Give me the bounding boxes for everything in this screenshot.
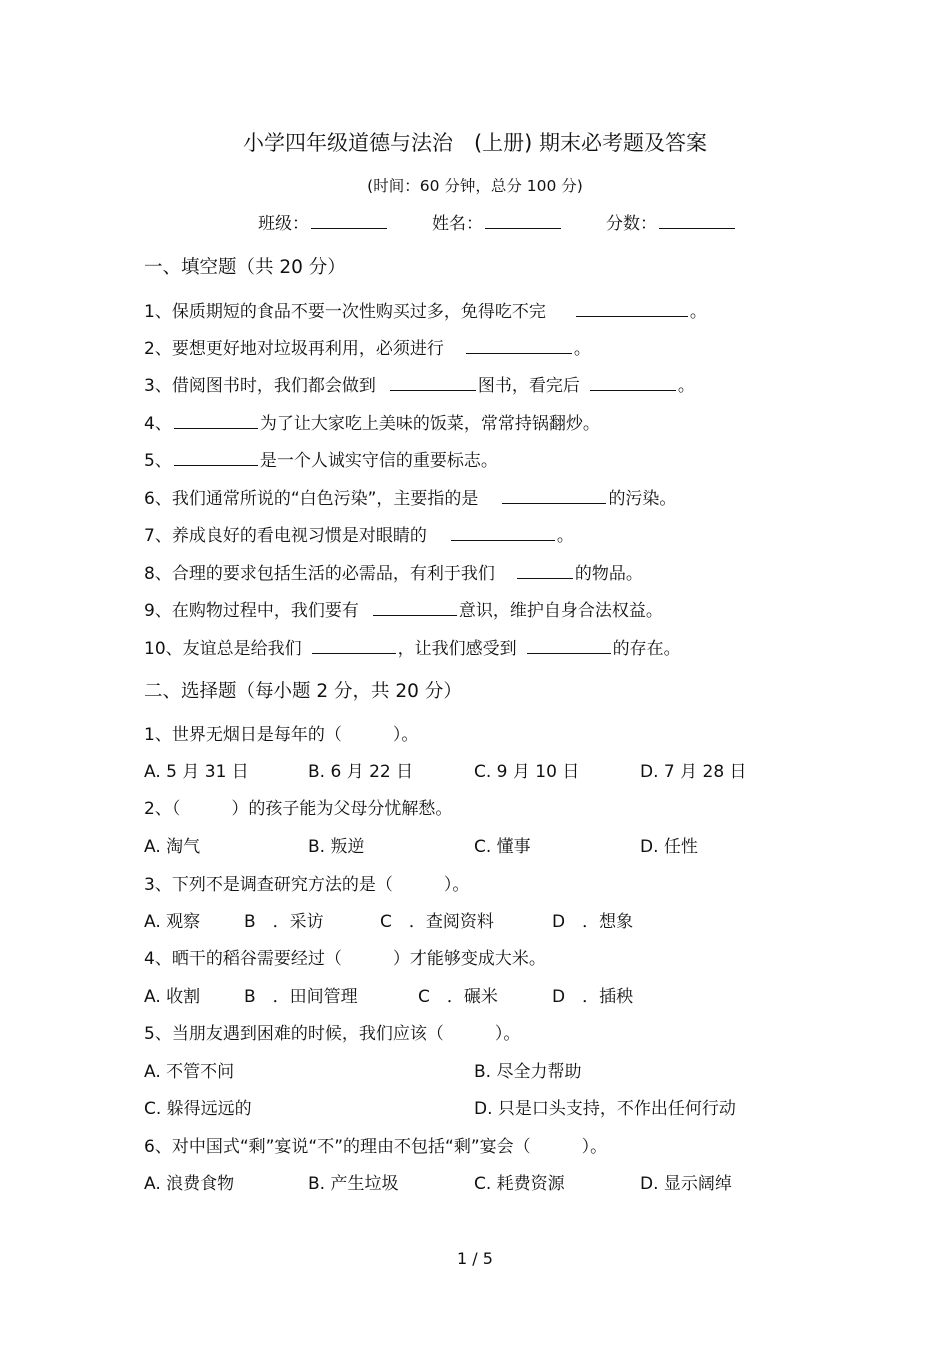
score-label: 分数： <box>606 214 657 234</box>
option-c: C ．查阅资料 <box>380 912 494 932</box>
fill-question-5: 5、 是一个人诚实守信的重要标志。 <box>144 451 498 471</box>
score-blank <box>659 212 735 229</box>
page-title: 小学四年级道德与法治 (上册) 期末必考题及答案 <box>242 131 708 155</box>
option-d: D. 任性 <box>640 837 698 857</box>
fill-question-7: 7、养成良好的看电视习惯是对眼睛的 。 <box>144 526 574 546</box>
fill-question-10: 10、友谊总是给我们 ，让我们感受到 的存在。 <box>144 639 681 659</box>
score-field <box>606 212 737 235</box>
answer-blank <box>312 637 396 654</box>
option-a: A. 淘气 <box>144 837 201 857</box>
fill-question-1: 1、保质期短的食品不要一次性购买过多，免得吃不完 。 <box>144 302 707 322</box>
fill-question-9: 9、在购物过程中，我们要有 意识，维护自身合法权益。 <box>144 601 663 621</box>
answer-blank <box>174 412 258 429</box>
answer-blank <box>373 599 457 616</box>
option-b: B. 尽全力帮助 <box>474 1062 582 1082</box>
choice-question-6: 6、对中国式“剩”宴说“不”的理由不包括“剩”宴会（ ）。 <box>144 1137 608 1157</box>
option-d: D ．想象 <box>552 912 634 932</box>
fill-question-4: 4、 为了让大家吃上美味的饭菜，常常持锅翻炒。 <box>144 414 600 434</box>
name-blank <box>485 212 561 229</box>
option-a: A. 浪费食物 <box>144 1174 235 1194</box>
option-a: A. 收割 <box>144 987 201 1007</box>
option-d: D. 7 月 28 日 <box>640 762 747 782</box>
choice-question-1: 1、世界无烟日是每年的（ ）。 <box>144 725 419 745</box>
option-a: A. 不管不问 <box>144 1062 235 1082</box>
exam-info-subtitle: (时间：60 分钟，总分 100 分) <box>367 177 583 195</box>
class-label: 班级： <box>258 214 309 234</box>
option-d: D. 显示阔绰 <box>640 1174 732 1194</box>
answer-blank <box>466 337 572 354</box>
answer-blank <box>174 449 258 466</box>
option-b: B ．田间管理 <box>244 987 358 1007</box>
option-d: D. 只是口头支持，不作出任何行动 <box>474 1099 736 1119</box>
answer-blank <box>451 524 555 541</box>
choice-question-3: 3、下列不是调查研究方法的是（ ）。 <box>144 875 470 895</box>
option-a: A. 5 月 31 日 <box>144 762 249 782</box>
name-label: 姓名： <box>432 214 483 234</box>
option-b: B ．采访 <box>244 912 324 932</box>
fill-question-3: 3、借阅图书时，我们都会做到 图书，看完后 。 <box>144 376 695 396</box>
name-field <box>432 212 563 235</box>
option-c: C. 耗费资源 <box>474 1174 565 1194</box>
answer-blank <box>590 374 676 391</box>
option-c: C. 躲得远远的 <box>144 1099 252 1119</box>
answer-blank <box>576 300 688 317</box>
choice-question-2: 2、（ ）的孩子能为父母分忧解愁。 <box>144 799 453 819</box>
section2-heading: 二、选择题（每小题 2 分，共 20 分） <box>144 681 462 702</box>
page-number: 1 / 5 <box>457 1249 493 1268</box>
option-b: B. 6 月 22 日 <box>308 762 414 782</box>
fill-question-2: 2、要想更好地对垃圾再利用，必须进行 。 <box>144 339 591 359</box>
option-d: D ．插秧 <box>552 987 634 1007</box>
option-b: B. 叛逆 <box>308 837 365 857</box>
answer-blank <box>517 562 573 579</box>
option-a: A. 观察 <box>144 912 201 932</box>
answer-blank <box>527 637 611 654</box>
fill-question-8: 8、合理的要求包括生活的必需品，有利于我们 的物品。 <box>144 564 643 584</box>
answer-blank <box>502 487 606 504</box>
choice-question-4: 4、晒干的稻谷需要经过（ ）才能够变成大米。 <box>144 949 546 969</box>
choice-question-5: 5、当朋友遇到困难的时候，我们应该（ ）。 <box>144 1024 521 1044</box>
option-c: C. 懂事 <box>474 837 531 857</box>
class-blank <box>311 212 387 229</box>
section1-heading: 一、填空题（共 20 分） <box>144 257 346 278</box>
answer-blank <box>390 374 476 391</box>
fill-question-6: 6、我们通常所说的“白色污染”，主要指的是 的污染。 <box>144 489 677 509</box>
class-field <box>258 212 389 235</box>
option-c: C ．碾米 <box>418 987 498 1007</box>
option-c: C. 9 月 10 日 <box>474 762 580 782</box>
option-b: B. 产生垃圾 <box>308 1174 399 1194</box>
